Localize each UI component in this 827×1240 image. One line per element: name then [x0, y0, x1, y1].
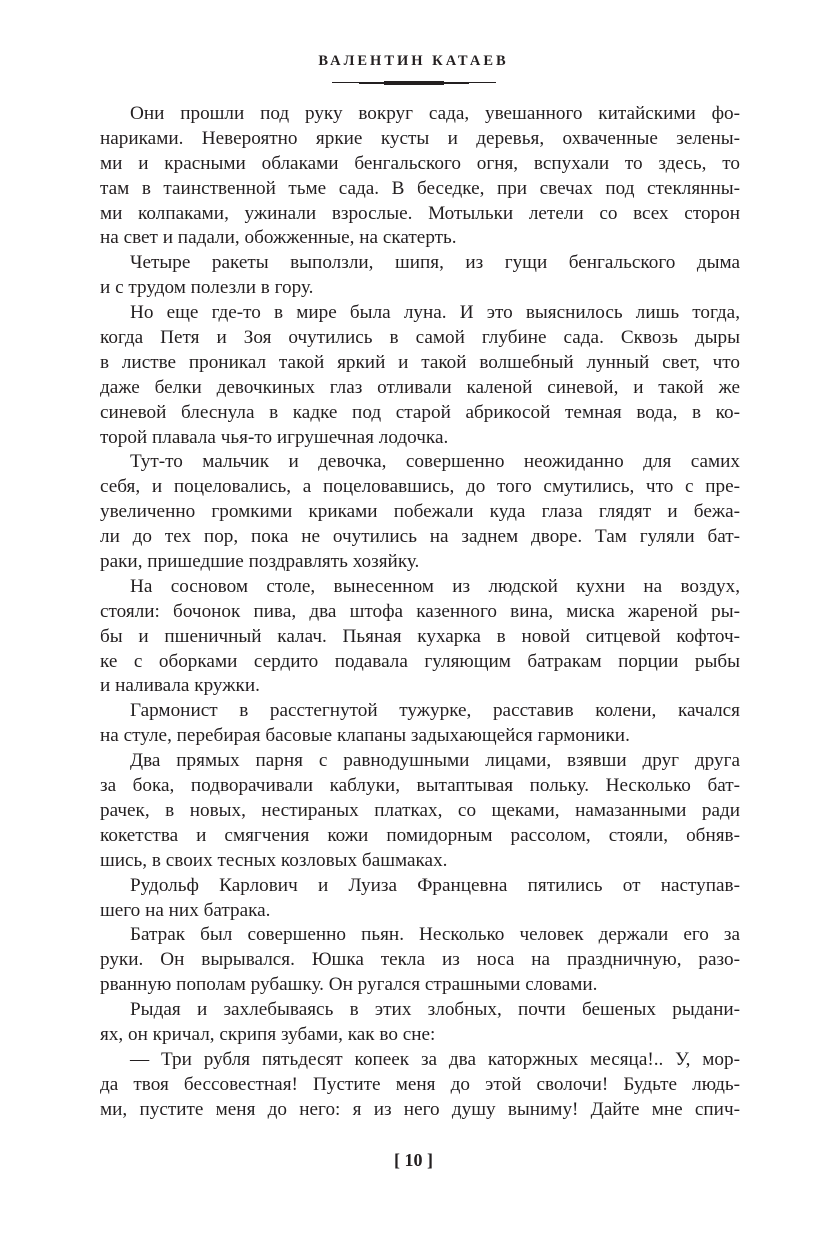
text-line: и наливала кружки.	[100, 675, 260, 697]
text-line: кокетства и смягчения кожи помидорным рассолом, стояли, обняв-	[100, 824, 740, 846]
body-text	[100, 102, 740, 1123]
text-line: Четыре ракеты выползли, шипя, из гущи бенгальского дыма	[130, 252, 740, 274]
rule-thick-segment	[384, 81, 444, 85]
text-line: — Три рубля пятьдесят копеек за два каторжных месяца!.. У, мор-	[130, 1048, 740, 1070]
text-line: в листве проникал такой яркий и такой волшебный лунный свет, что	[100, 351, 740, 373]
page-number: [ 10 ]	[394, 1150, 433, 1170]
author-running-title: ВАЛЕНТИН КАТАЕВ	[318, 53, 509, 69]
text-line: там в таинственной тьме сада. В беседке, при свечах под стеклянны-	[100, 177, 740, 199]
text-line: ли до тех пор, пока не очутились на заднем дворе. Там гуляли бат-	[100, 526, 740, 548]
text-line: даже белки девочкиных глаз отливали каленой синевой, и такой же	[100, 376, 740, 398]
text-line: и с трудом полезли в гору.	[100, 277, 314, 299]
text-line: нариками. Невероятно яркие кусты и деревья, охваченные зелены-	[100, 127, 740, 149]
text-line: себя, и поцеловались, а поцеловавшись, до того смутились, что с пре-	[100, 476, 740, 498]
text-line: Но еще где-то в мире была луна. И это выяснилось лишь тогда,	[130, 302, 740, 324]
text-line: Батрак был совершенно пьян. Несколько человек держали его за	[130, 924, 740, 946]
text-line: Тут-то мальчик и девочка, совершенно неожиданно для самих	[130, 451, 740, 473]
text-line: Гармонист в расстегнутой тужурке, расставив колени, качался	[130, 700, 740, 722]
text-line: на свет и падали, обожженные, на скатерть.	[100, 227, 457, 249]
text-line: бы и пшеничный калач. Пьяная кухарка в новой ситцевой кофточ-	[100, 625, 740, 647]
text-line: Рудольф Карлович и Луиза Францевна пятились от наступав-	[130, 874, 740, 896]
text-line: Два прямых парня с равнодушными лицами, взявши друг друга	[130, 750, 740, 772]
text-line: руки. Он вырывался. Юшка текла из носа на праздничную, разо-	[100, 949, 740, 971]
text-line: синевой блеснула в кадке под старой абрикосой темная вода, в ко-	[100, 401, 740, 423]
text-line: ях, он кричал, скрипя зубами, как во сне:	[100, 1023, 436, 1045]
text-line: на стуле, перебирая басовые клапаны задыхающейся гармоники.	[100, 725, 630, 747]
text-line: рванную пополам рубашку. Он ругался страшными словами.	[100, 974, 598, 996]
text-line: рачек, в новых, нестираных платках, со щеками, намазанными ради	[100, 799, 740, 821]
text-line: На сосновом столе, вынесенном из людской кухни на воздух,	[130, 575, 740, 597]
ornamental-rule	[332, 80, 496, 85]
text-line: ми и красными облаками бенгальского огня, вспухали то здесь, то	[100, 152, 740, 174]
text-line: когда Петя и Зоя очутились в самой глубине сада. Сквозь дыры	[100, 327, 740, 349]
text-line: Они прошли под руку вокруг сада, увешанного китайскими фо-	[130, 103, 740, 124]
text-line: торой плавала чья-то игрушечная лодочка.	[100, 426, 449, 448]
text-line: увеличенно громкими криками побежали куда глаза глядят и бежа-	[100, 501, 740, 523]
running-header	[0, 53, 827, 85]
text-line: стояли: бочонок пива, два штофа казенного вина, миска жареной ры-	[100, 600, 740, 622]
text-line: ми колпаками, ужинали взрослые. Мотыльки летели со всех сторон	[100, 202, 740, 224]
text-line: за бока, подворачивали каблуки, вытаптывая польку. Несколько бат-	[100, 775, 740, 797]
text-line: шего на них батрака.	[100, 899, 271, 921]
text-line: Рыдая и захлебываясь в этих злобных, почти бешеных рыдани-	[130, 999, 740, 1021]
text-line: ми, пустите меня до него: я из него душу выниму! Дайте мне спич-	[100, 1098, 740, 1120]
text-line: шись, в своих тесных козловых башмаках.	[100, 849, 448, 871]
text-line: да твоя бессовестная! Пустите меня до этой сволочи! Будьте людь-	[100, 1073, 740, 1095]
text-line: ке с оборками сердито подавала гуляющим батракам порции рыбы	[100, 650, 740, 672]
text-line: раки, пришедшие поздравлять хозяйку.	[100, 551, 420, 573]
